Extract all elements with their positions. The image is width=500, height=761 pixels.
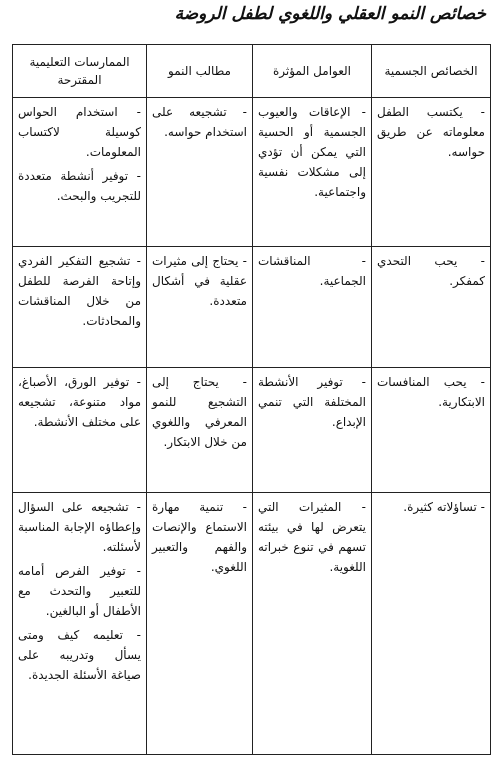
cell-item: - تشجيعه على السؤال وإعطاؤه الإجابة المناسبة لأسئلته.: [18, 500, 141, 554]
table-row: [13, 368, 491, 493]
table-cell: [253, 98, 372, 247]
cell-item: - توفير الورق، الأصباغ، مواد متنوعة، تشجيعه على مختلف الأنشطة.: [18, 375, 141, 429]
header-growth-requirements: مطالب النمو: [147, 45, 253, 98]
document-title: خصائص النمو العقلي واللغوي لطفل الروضة: [174, 4, 486, 24]
table-cell: [253, 247, 372, 368]
table-cell: [13, 247, 147, 368]
table-cell: [13, 493, 147, 755]
cell-item: - تشجيعه على استخدام حواسه.: [152, 105, 247, 139]
cell-item: - تنمية مهارة الاستماع والإنصات والفهم والتعبير اللغوي.: [152, 500, 247, 574]
cell-item: - توفير الأنشطة المختلفة التي تنمي الإبداع.: [258, 375, 366, 429]
cell-item: - يحب التحدي كمفكر.: [377, 254, 485, 288]
cell-item: - يحب المنافسات الابتكارية.: [377, 375, 485, 409]
table-cell: [13, 368, 147, 493]
table-cell: [372, 247, 491, 368]
table-row: [13, 247, 491, 368]
table-cell: [147, 368, 253, 493]
header-physical-characteristics: الخصائص الجسمية: [372, 45, 491, 98]
cell-item: - المثيرات التي يتعرض لها في بيئته تسهم في تنوع خبراته اللغوية.: [258, 500, 366, 574]
table-cell: [372, 493, 491, 755]
cell-item: - تساؤلاته كثيرة.: [403, 500, 485, 514]
table-header-row: [13, 45, 491, 98]
cell-item: - تعليمه كيف ومتى يسأل وتدريبه على صياغة الأسئلة الجديدة.: [18, 628, 141, 682]
table-row: [13, 98, 491, 247]
table-cell: [253, 368, 372, 493]
table-cell: [372, 98, 491, 247]
header-influencing-factors: العوامل المؤثرة: [253, 45, 372, 98]
table-cell: [13, 98, 147, 247]
cell-item: - يحتاج إلى التشجيع للنمو المعرفي واللغوي من خلال الابتكار.: [152, 375, 247, 449]
cell-item: - توفير أنشطة متعددة للتجريب والبحث.: [18, 169, 141, 203]
cell-item: - يحتاج إلى مثيرات عقلية في أشكال متعددة.: [152, 254, 247, 308]
cell-item: - الإعاقات والعيوب الجسمية أو الحسية التي يمكن أن تؤدي إلى مشكلات نفسية واجتماعية.: [258, 105, 366, 199]
table-cell: [147, 98, 253, 247]
table-cell: [372, 368, 491, 493]
table-cell: [147, 247, 253, 368]
table-cell: [147, 493, 253, 755]
cell-item: - تشجيع التفكير الفردي وإتاحة الفرصة للطفل من خلال المناقشات والمحادثات.: [18, 254, 141, 328]
cell-item: - توفير الفرص أمامه للتعبير والتحدث مع الأطفال أو البالغين.: [18, 564, 141, 618]
table-cell: [253, 493, 372, 755]
cell-item: - يكتسب الطفل معلوماته عن طريق حواسه.: [377, 105, 485, 159]
characteristics-table: [12, 44, 491, 755]
header-suggested-practices: الممارسات التعليمية المقترحة: [13, 45, 147, 98]
table-row: [13, 493, 491, 755]
cell-item: - استخدام الحواس كوسيلة لاكتساب المعلومات.: [18, 105, 141, 159]
cell-item: - المناقشات الجماعية.: [258, 254, 366, 288]
